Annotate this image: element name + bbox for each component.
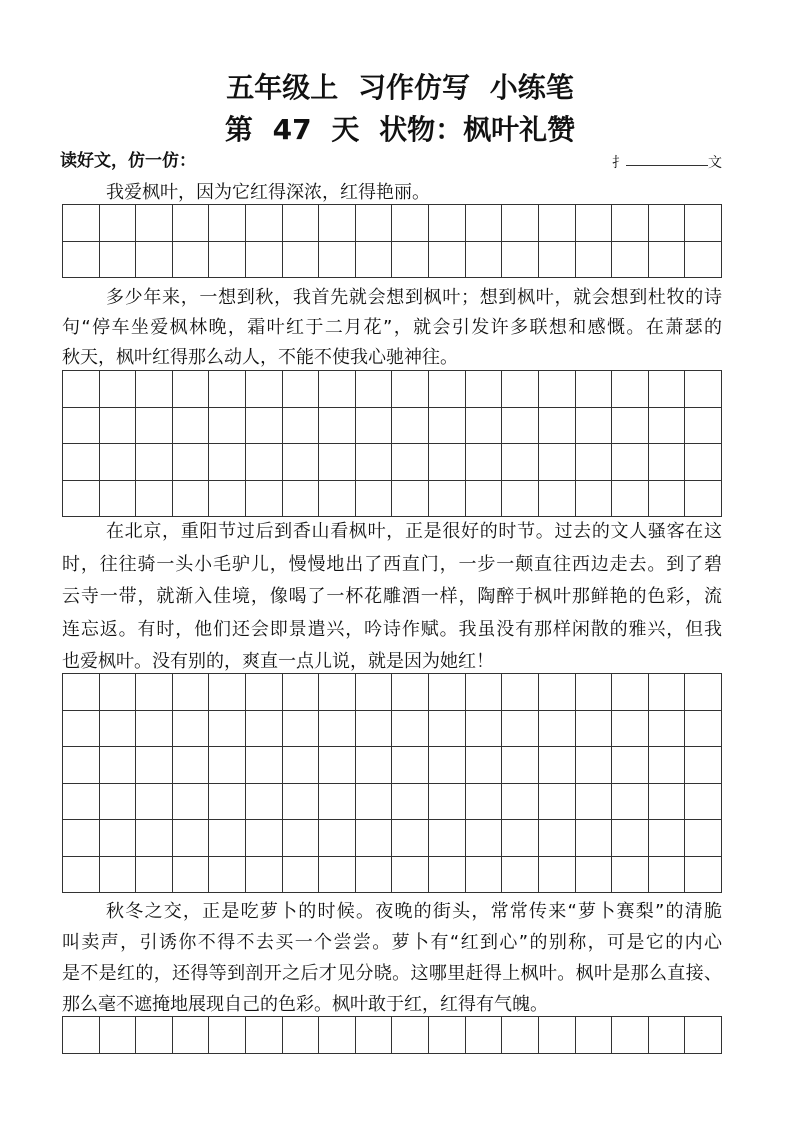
grid-cell [576,784,613,821]
grid-cell [392,205,429,242]
grid-cell [173,747,210,784]
grid-cell [392,444,429,481]
grid-cell [63,481,100,518]
grid-cell [685,784,722,821]
grid-cell [136,857,173,894]
lesson-title: 第 47 天 状物：枫叶礼赞 [224,113,576,146]
paragraph-line: 在北京，重阳节过后到香山看枫叶，正是很好的时节。过去的文人骚客在这 [106,521,722,542]
grid-cell [319,674,356,711]
passage-paragraph-2 [62,283,722,373]
grid-cell [283,711,320,748]
grid-cell [392,242,429,279]
grid-cell [209,1017,246,1054]
grid-cell [502,408,539,445]
writing-grid-4 [62,1016,722,1054]
paragraph-line: 叫卖声，引诱你不得不去买一个尝尝。萝卜有“红到心”的别称，可是它的内心 [62,932,722,953]
grid-cell [685,444,722,481]
grid-cell [356,784,393,821]
grid-cell [429,205,466,242]
grid-cell [100,857,137,894]
grid-cell [283,674,320,711]
grid-cell [209,674,246,711]
grid-cell [466,481,503,518]
grid-cell [173,444,210,481]
grid-cell [63,747,100,784]
grid-cell [173,711,210,748]
grid-cell [612,674,649,711]
grid-cell [356,747,393,784]
grid-cell [100,242,137,279]
paragraph-line: 也爱枫叶。没有别的，爽直一点儿说，就是因为她红！ [62,651,494,672]
grid-cell [539,747,576,784]
writing-grid-3 [62,673,722,893]
grid-cell [63,857,100,894]
grid-cell [502,784,539,821]
grid-cell [356,205,393,242]
page-title: 五年级上 习作仿写 小练笔 [226,71,574,104]
grid-cell [649,371,686,408]
grid-cell [356,371,393,408]
paragraph-line: 秋冬之交，正是吃萝卜的时候。夜晚的街头，常常传来“萝卜赛梨”的清脆 [106,901,722,922]
grid-cell [209,444,246,481]
grid-cell [283,371,320,408]
grid-cell [649,242,686,279]
grid-cell [319,371,356,408]
grid-cell [173,205,210,242]
writing-grid-1 [62,204,722,278]
grid-cell [319,205,356,242]
grid-cell [136,481,173,518]
grid-cell [466,674,503,711]
grid-cell [63,1017,100,1054]
grid-cell [319,747,356,784]
grid-cell [63,674,100,711]
grid-cell [502,857,539,894]
grid-cell [209,820,246,857]
grid-cell [392,820,429,857]
grid-cell [649,1017,686,1054]
grid-cell [356,820,393,857]
paragraph-line: 云寺一带，就渐入佳境，像喝了一杯花雕酒一样，陶醉于枫叶那鲜艳的色彩，流 [62,586,722,607]
grid-cell [429,784,466,821]
grid-cell [466,747,503,784]
grid-cell [173,857,210,894]
grid-cell [246,371,283,408]
paragraph-line: 秋天，枫叶红得那么动人，不能不使我心驰神往。 [62,347,458,368]
grid-cell [576,242,613,279]
grid-cell [173,784,210,821]
grid-cell [319,784,356,821]
grid-cell [319,1017,356,1054]
grid-cell [283,242,320,279]
grid-cell [685,820,722,857]
grid-cell [649,444,686,481]
grid-cell [685,481,722,518]
grid-cell [283,205,320,242]
grid-cell [466,857,503,894]
grid-cell [246,820,283,857]
grid-cell [136,820,173,857]
grid-cell [429,747,466,784]
grid-cell [209,481,246,518]
instruction-label: 读好文，仿一仿： [60,151,196,171]
grid-cell [649,408,686,445]
grid-cell [283,1017,320,1054]
grid-cell [246,444,283,481]
grid-cell [685,242,722,279]
grid-cell [612,242,649,279]
grid-cell [576,747,613,784]
grid-cell [100,408,137,445]
grid-cell [283,481,320,518]
grid-cell [612,784,649,821]
grid-cell [173,820,210,857]
grid-cell [319,857,356,894]
grid-cell [502,820,539,857]
grid-cell [100,784,137,821]
grid-cell [502,674,539,711]
grid-cell [612,444,649,481]
grid-cell [392,408,429,445]
grid-cell [173,481,210,518]
grid-cell [649,784,686,821]
grid-cell [356,481,393,518]
grid-cell [392,857,429,894]
grid-cell [246,408,283,445]
grid-cell [100,205,137,242]
grid-cell [649,481,686,518]
grid-cell [612,711,649,748]
passage-paragraph-4 [62,896,722,1020]
grid-cell [100,1017,137,1054]
grid-cell [649,205,686,242]
grid-cell [246,674,283,711]
grid-cell [246,242,283,279]
grid-cell [173,408,210,445]
grid-cell [539,481,576,518]
grid-cell [429,711,466,748]
grid-cell [429,444,466,481]
grid-cell [246,481,283,518]
grid-cell [392,1017,429,1054]
grid-cell [539,1017,576,1054]
grid-cell [209,711,246,748]
grid-cell [502,747,539,784]
grid-cell [136,371,173,408]
grid-cell [63,711,100,748]
grid-cell [576,1017,613,1054]
grid-cell [356,408,393,445]
grid-cell [63,784,100,821]
grid-cell [612,408,649,445]
grid-cell [612,747,649,784]
grid-cell [392,711,429,748]
grid-cell [283,408,320,445]
grid-cell [539,820,576,857]
grid-cell [319,711,356,748]
grid-cell [246,1017,283,1054]
grid-cell [100,711,137,748]
grid-cell [539,711,576,748]
grid-cell [136,205,173,242]
grid-cell [685,205,722,242]
grid-cell [173,1017,210,1054]
grid-cell [136,747,173,784]
grid-cell [612,1017,649,1054]
grid-cell [576,205,613,242]
grid-cell [466,371,503,408]
grid-cell [466,784,503,821]
grid-cell [392,747,429,784]
grid-cell [100,747,137,784]
paragraph-line: 时，往往骑一头小毛驴儿，慢慢地出了西直门，一步一颠直往西边走去。到了碧 [62,553,722,575]
grid-cell [63,242,100,279]
grid-cell [466,711,503,748]
grid-cell [136,242,173,279]
grid-cell [246,857,283,894]
passage-paragraph-3 [62,516,722,679]
grid-cell [356,444,393,481]
grid-cell [576,820,613,857]
grid-cell [136,784,173,821]
grid-cell [319,820,356,857]
grid-cell [136,674,173,711]
grid-cell [466,242,503,279]
grid-cell [319,481,356,518]
grid-cell [685,674,722,711]
grid-cell [392,371,429,408]
grid-cell [649,747,686,784]
grid-cell [466,408,503,445]
author-mark-left: 扌 [612,155,626,171]
grid-cell [246,784,283,821]
grid-cell [685,371,722,408]
grid-cell [209,408,246,445]
grid-cell [429,408,466,445]
grid-cell [283,784,320,821]
grid-cell [173,674,210,711]
grid-cell [356,857,393,894]
grid-cell [209,205,246,242]
grid-cell [356,1017,393,1054]
grid-cell [209,857,246,894]
grid-cell [539,857,576,894]
grid-cell [466,1017,503,1054]
grid-cell [576,481,613,518]
grid-cell [576,444,613,481]
grid-cell [612,205,649,242]
grid-cell [209,747,246,784]
grid-cell [283,820,320,857]
grid-cell [209,242,246,279]
grid-cell [539,444,576,481]
grid-cell [502,205,539,242]
grid-cell [466,820,503,857]
grid-cell [173,371,210,408]
grid-cell [392,674,429,711]
grid-cell [429,1017,466,1054]
writing-grid-2 [62,370,722,517]
grid-cell [63,371,100,408]
grid-cell [319,242,356,279]
grid-cell [246,747,283,784]
author-mark-line [626,165,708,166]
grid-cell [502,444,539,481]
grid-cell [576,371,613,408]
grid-cell [649,857,686,894]
grid-cell [63,820,100,857]
grid-cell [246,205,283,242]
grid-cell [685,1017,722,1054]
grid-cell [63,205,100,242]
grid-cell [246,711,283,748]
grid-cell [612,857,649,894]
grid-cell [429,242,466,279]
grid-cell [539,674,576,711]
grid-cell [612,820,649,857]
grid-cell [100,371,137,408]
grid-cell [283,857,320,894]
grid-cell [612,481,649,518]
grid-cell [502,481,539,518]
grid-cell [429,857,466,894]
grid-cell [392,481,429,518]
grid-cell [100,481,137,518]
grid-cell [685,747,722,784]
paragraph-line: 多少年来，一想到秋，我首先就会想到枫叶；想到枫叶，就会想到杜牧的诗 [106,287,722,308]
grid-cell [356,242,393,279]
grid-cell [100,674,137,711]
paragraph-line: 连忘返。有时，他们还会即景遣兴，吟诗作赋。我虽没有那样闲散的雅兴，但我 [62,618,722,640]
grid-cell [576,674,613,711]
grid-cell [539,371,576,408]
grid-cell [136,408,173,445]
grid-cell [539,784,576,821]
grid-cell [429,371,466,408]
grid-cell [429,481,466,518]
grid-cell [502,242,539,279]
grid-cell [502,711,539,748]
grid-cell [100,444,137,481]
grid-cell [539,408,576,445]
grid-cell [63,408,100,445]
author-mark-right: 文 [708,155,722,171]
grid-cell [392,784,429,821]
grid-cell [685,857,722,894]
grid-cell [356,674,393,711]
grid-cell [576,857,613,894]
grid-cell [136,711,173,748]
grid-cell [356,711,393,748]
paragraph-line: 句“停车坐爱枫林晚，霜叶红于二月花”，就会引发许多联想和感慨。在萧瑟的 [62,317,722,338]
grid-cell [612,371,649,408]
paragraph-line: 是不是红的，还得等到剖开之后才见分晓。这哪里赶得上枫叶。枫叶是那么直接、 [62,963,722,984]
grid-cell [649,711,686,748]
paragraph-line: 我爱枫叶，因为它红得深浓，红得艳丽。 [106,182,430,203]
grid-cell [209,371,246,408]
grid-cell [685,408,722,445]
grid-cell [685,711,722,748]
paragraph-line: 那么毫不遮掩地展现自己的色彩。枫叶敢于红，红得有气魄。 [62,994,548,1015]
grid-cell [429,820,466,857]
grid-cell [466,444,503,481]
grid-cell [466,205,503,242]
grid-cell [173,242,210,279]
author-mark [612,154,722,172]
grid-cell [63,444,100,481]
grid-cell [502,371,539,408]
grid-cell [576,711,613,748]
grid-cell [539,242,576,279]
grid-cell [209,784,246,821]
grid-cell [283,444,320,481]
grid-cell [539,205,576,242]
grid-cell [429,674,466,711]
grid-cell [283,747,320,784]
grid-cell [136,1017,173,1054]
grid-cell [649,674,686,711]
grid-cell [319,408,356,445]
grid-cell [100,820,137,857]
grid-cell [136,444,173,481]
grid-cell [502,1017,539,1054]
grid-cell [649,820,686,857]
grid-cell [576,408,613,445]
grid-cell [319,444,356,481]
